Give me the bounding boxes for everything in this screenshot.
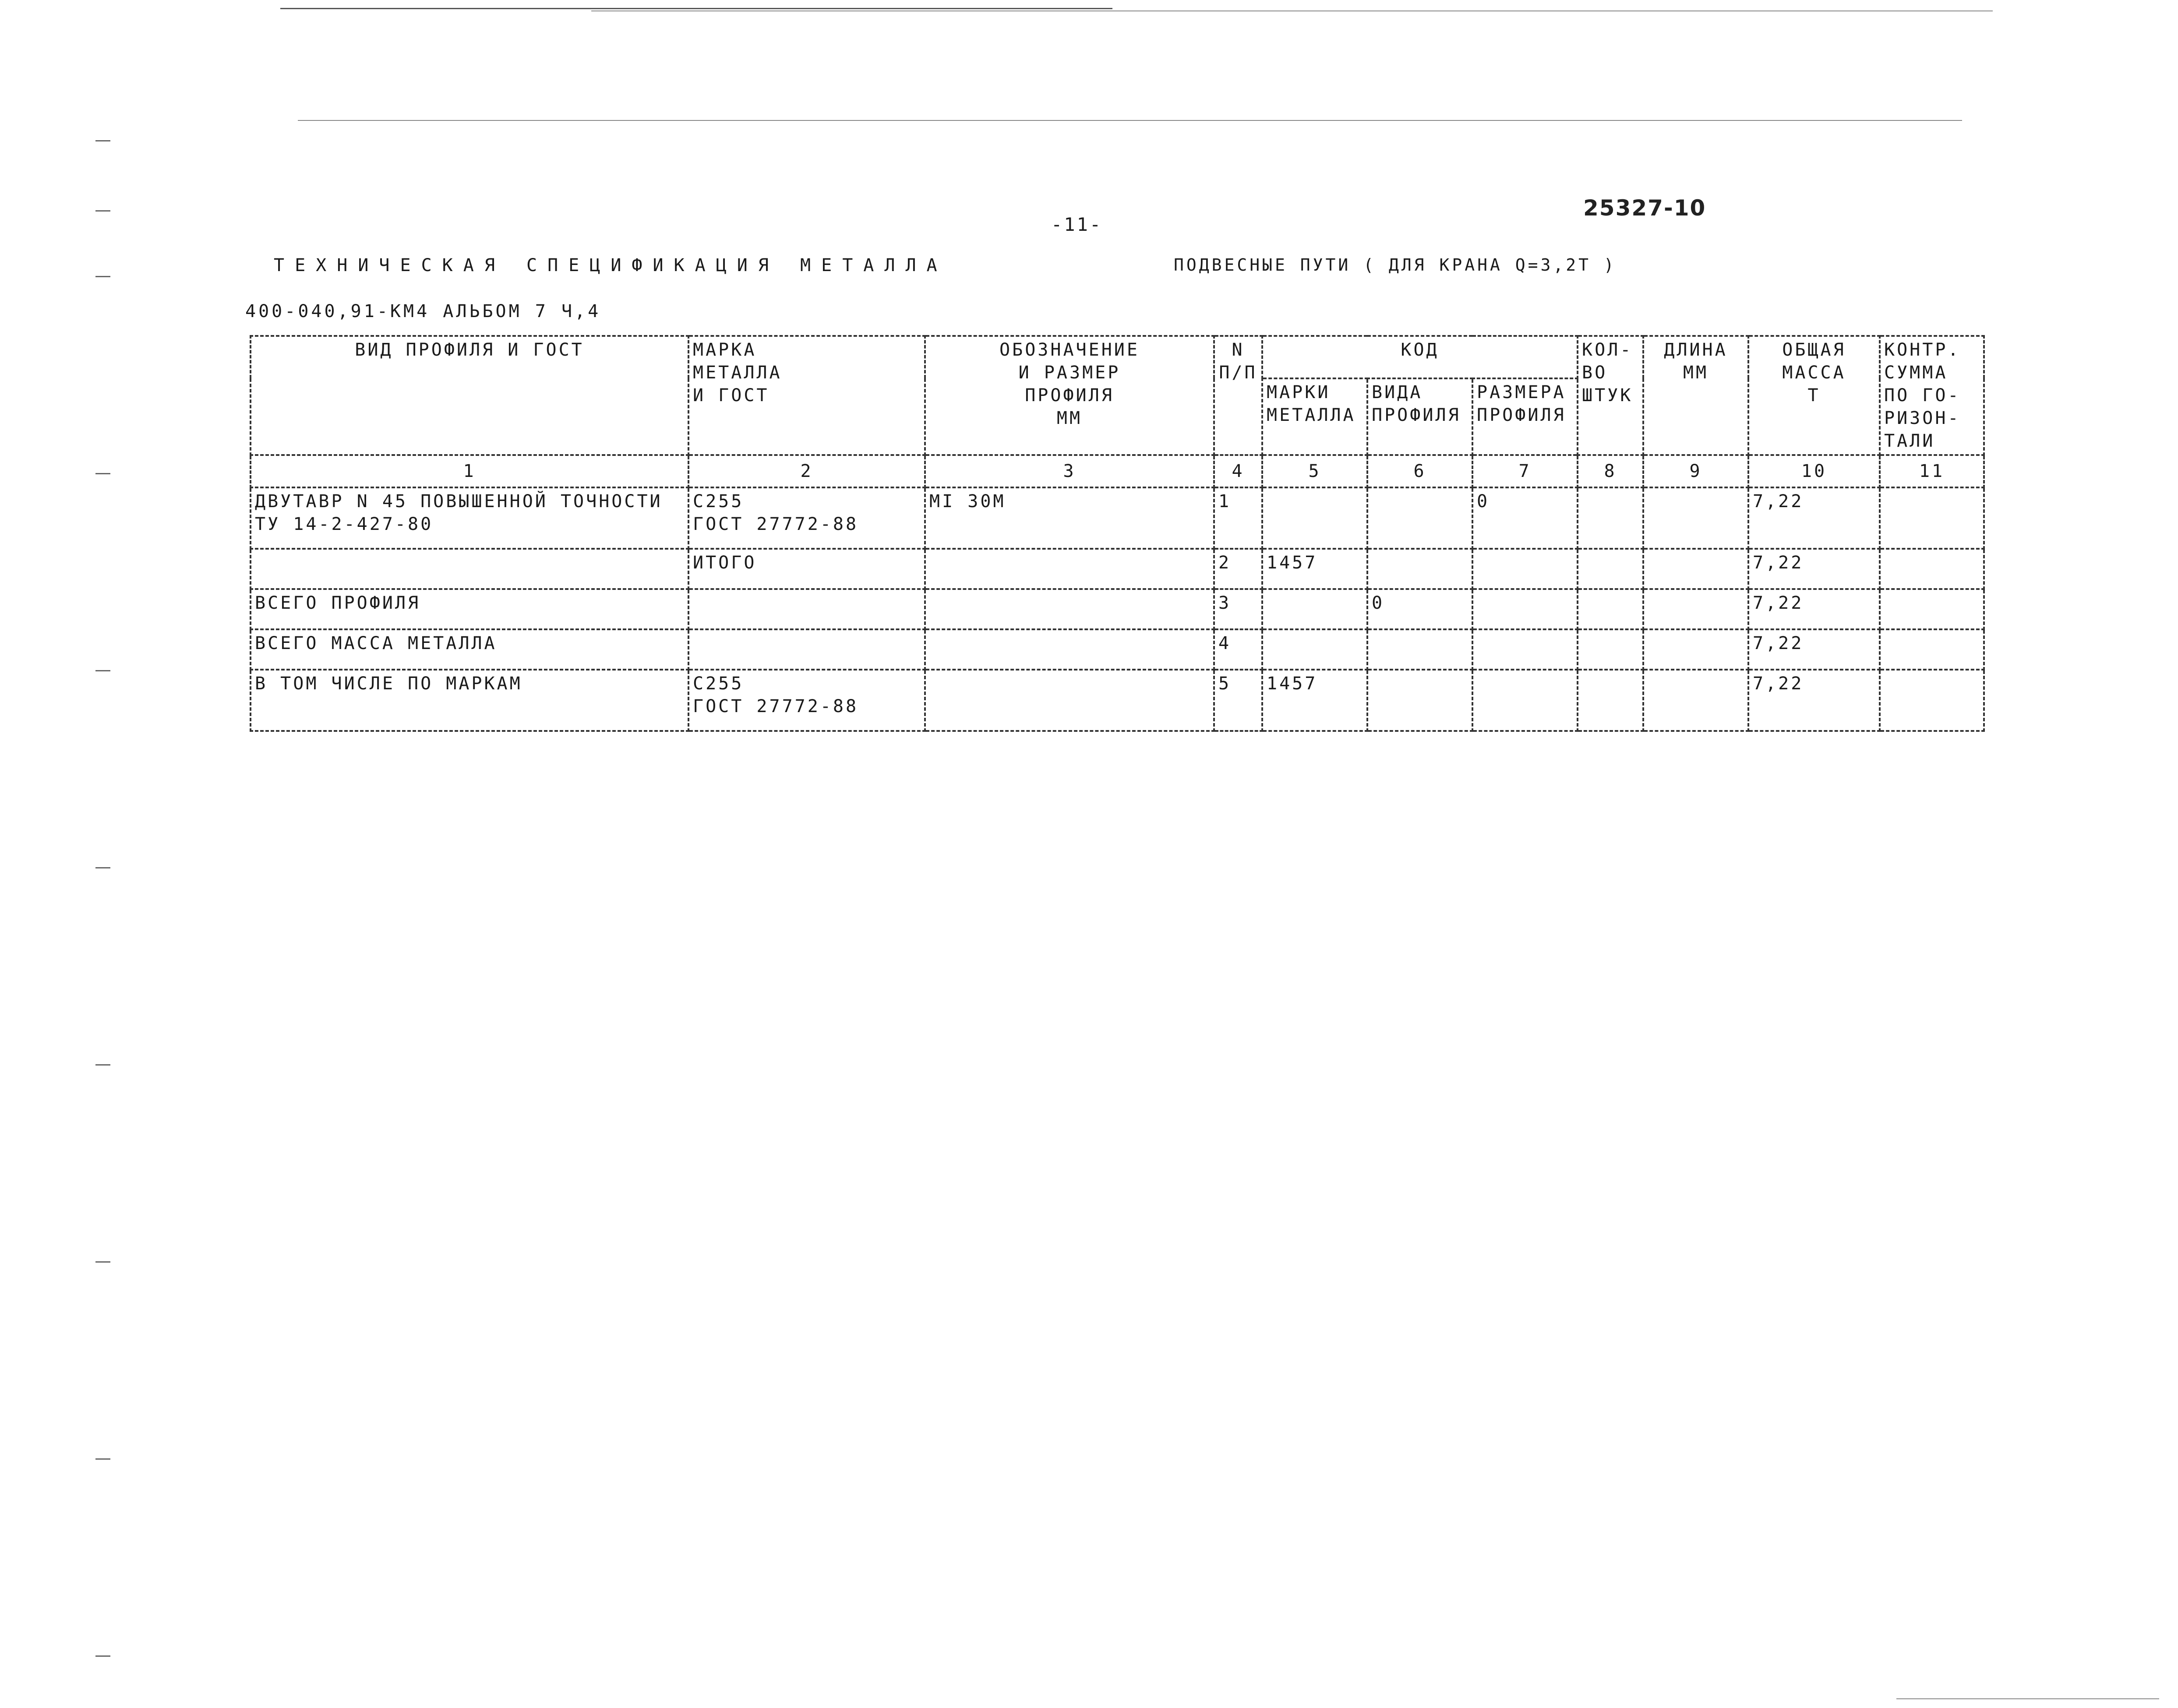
column-number: 8 bbox=[1578, 455, 1643, 487]
header-quantity: КОЛ- ВО ШТУК bbox=[1578, 336, 1643, 455]
cell-mass: 7,22 bbox=[1748, 589, 1880, 629]
cell-grade: ИТОГО bbox=[688, 549, 925, 589]
cell-length bbox=[1643, 670, 1748, 731]
cell-mass: 7,22 bbox=[1748, 670, 1880, 731]
cell-code-type bbox=[1367, 629, 1472, 670]
cell-checksum bbox=[1880, 487, 1984, 549]
cell-code-size bbox=[1472, 670, 1578, 731]
cell-grade bbox=[688, 589, 925, 629]
column-number: 1 bbox=[251, 455, 688, 487]
margin-mark bbox=[95, 276, 110, 277]
cell-code-grade bbox=[1262, 487, 1367, 549]
margin-mark bbox=[95, 473, 110, 474]
cell-code-type: 0 bbox=[1367, 589, 1472, 629]
cell-checksum bbox=[1880, 549, 1984, 589]
cell-row-no: 4 bbox=[1214, 629, 1262, 670]
column-number: 6 bbox=[1367, 455, 1472, 487]
document-title: ТЕХНИЧЕСКАЯ СПЕЦИФИКАЦИЯ МЕТАЛЛА bbox=[274, 255, 948, 275]
cell-grade bbox=[688, 629, 925, 670]
header-length: ДЛИНА ММ bbox=[1643, 336, 1748, 455]
scan-line-bottom bbox=[1896, 1698, 2159, 1699]
cell-row-no: 3 bbox=[1214, 589, 1262, 629]
margin-mark bbox=[95, 1064, 110, 1066]
header-metal-grade: МАРКА МЕТАЛЛА И ГОСТ bbox=[688, 336, 925, 455]
header-profile-type: ВИД ПРОФИЛЯ И ГОСТ bbox=[251, 336, 688, 455]
cell-code-type bbox=[1367, 549, 1472, 589]
cell-mass: 7,22 bbox=[1748, 629, 1880, 670]
cell-length bbox=[1643, 549, 1748, 589]
cell-code-type bbox=[1367, 487, 1472, 549]
cell-quantity bbox=[1578, 629, 1643, 670]
table-row bbox=[251, 487, 1984, 549]
metal-specification-table bbox=[250, 335, 1985, 732]
header-row-no: N П/П bbox=[1214, 336, 1262, 455]
margin-mark bbox=[95, 867, 110, 868]
header-total-mass: ОБЩАЯ МАССА Т bbox=[1748, 336, 1880, 455]
column-number: 2 bbox=[688, 455, 925, 487]
scan-line-top bbox=[280, 8, 1112, 9]
cell-code-type bbox=[1367, 670, 1472, 731]
cell-checksum bbox=[1880, 629, 1984, 670]
cell-quantity bbox=[1578, 670, 1643, 731]
header-checksum: КОНТР. СУММА ПО ГО- РИЗОН- ТАЛИ bbox=[1880, 336, 1984, 455]
cell-row-no: 5 bbox=[1214, 670, 1262, 731]
margin-mark bbox=[95, 1458, 110, 1460]
cell-length bbox=[1643, 589, 1748, 629]
album-reference: 400-040,91-КМ4 АЛЬБОМ 7 Ч,4 bbox=[245, 301, 601, 321]
cell-designation bbox=[925, 589, 1214, 629]
column-number: 5 bbox=[1262, 455, 1367, 487]
scan-line-upper bbox=[298, 120, 1962, 121]
cell-code-size bbox=[1472, 549, 1578, 589]
cell-profile: В ТОМ ЧИСЛЕ ПО МАРКАМ bbox=[251, 670, 688, 731]
document-subtitle: ПОДВЕСНЫЕ ПУТИ ( ДЛЯ КРАНА Q=3,2Т ) bbox=[1174, 255, 1617, 275]
margin-mark bbox=[95, 1655, 110, 1657]
cell-designation: МI 30М bbox=[925, 487, 1214, 549]
page-number: -11- bbox=[1051, 214, 1103, 235]
header-code: КОД bbox=[1262, 336, 1578, 378]
table-row bbox=[251, 589, 1984, 629]
cell-checksum bbox=[1880, 670, 1984, 731]
header-code-size: РАЗМЕРА ПРОФИЛЯ bbox=[1472, 378, 1578, 455]
column-number-row bbox=[251, 455, 1984, 487]
cell-code-size bbox=[1472, 589, 1578, 629]
cell-code-size bbox=[1472, 629, 1578, 670]
cell-profile: ВСЕГО ПРОФИЛЯ bbox=[251, 589, 688, 629]
column-number: 9 bbox=[1643, 455, 1748, 487]
margin-mark bbox=[95, 210, 110, 212]
header-code-grade: МАРКИ МЕТАЛЛА bbox=[1262, 378, 1367, 455]
table-row bbox=[251, 629, 1984, 670]
cell-designation bbox=[925, 670, 1214, 731]
cell-quantity bbox=[1578, 549, 1643, 589]
cell-code-grade: 1457 bbox=[1262, 670, 1367, 731]
cell-length bbox=[1643, 629, 1748, 670]
header-designation: ОБОЗНАЧЕНИЕ И РАЗМЕР ПРОФИЛЯ ММ bbox=[925, 336, 1214, 455]
table-row bbox=[251, 670, 1984, 731]
header-code-type: ВИДА ПРОФИЛЯ bbox=[1367, 378, 1472, 455]
cell-quantity bbox=[1578, 589, 1643, 629]
cell-row-no: 1 bbox=[1214, 487, 1262, 549]
cell-quantity bbox=[1578, 487, 1643, 549]
column-number: 10 bbox=[1748, 455, 1880, 487]
margin-mark bbox=[95, 670, 110, 671]
cell-designation bbox=[925, 549, 1214, 589]
cell-length bbox=[1643, 487, 1748, 549]
cell-grade: С255 ГОСТ 27772-88 bbox=[688, 670, 925, 731]
column-number: 3 bbox=[925, 455, 1214, 487]
cell-code-size: 0 bbox=[1472, 487, 1578, 549]
margin-mark bbox=[95, 1261, 110, 1263]
column-number: 11 bbox=[1880, 455, 1984, 487]
table-row bbox=[251, 549, 1984, 589]
column-number: 4 bbox=[1214, 455, 1262, 487]
cell-profile: ВСЕГО МАССА МЕТАЛЛА bbox=[251, 629, 688, 670]
table-header-row bbox=[251, 336, 1984, 378]
cell-code-grade bbox=[1262, 629, 1367, 670]
cell-grade: С255 ГОСТ 27772-88 bbox=[688, 487, 925, 549]
cell-code-grade: 1457 bbox=[1262, 549, 1367, 589]
cell-profile bbox=[251, 549, 688, 589]
cell-mass: 7,22 bbox=[1748, 549, 1880, 589]
cell-mass: 7,22 bbox=[1748, 487, 1880, 549]
cell-checksum bbox=[1880, 589, 1984, 629]
cell-profile: ДВУТАВР N 45 ПОВЫШЕННОЙ ТОЧНОСТИ ТУ 14-2-427-80 bbox=[251, 487, 688, 549]
cell-row-no: 2 bbox=[1214, 549, 1262, 589]
cell-designation bbox=[925, 629, 1214, 670]
column-number: 7 bbox=[1472, 455, 1578, 487]
document-code: 25327-10 bbox=[1583, 195, 1706, 221]
cell-code-grade bbox=[1262, 589, 1367, 629]
margin-mark bbox=[95, 140, 110, 141]
